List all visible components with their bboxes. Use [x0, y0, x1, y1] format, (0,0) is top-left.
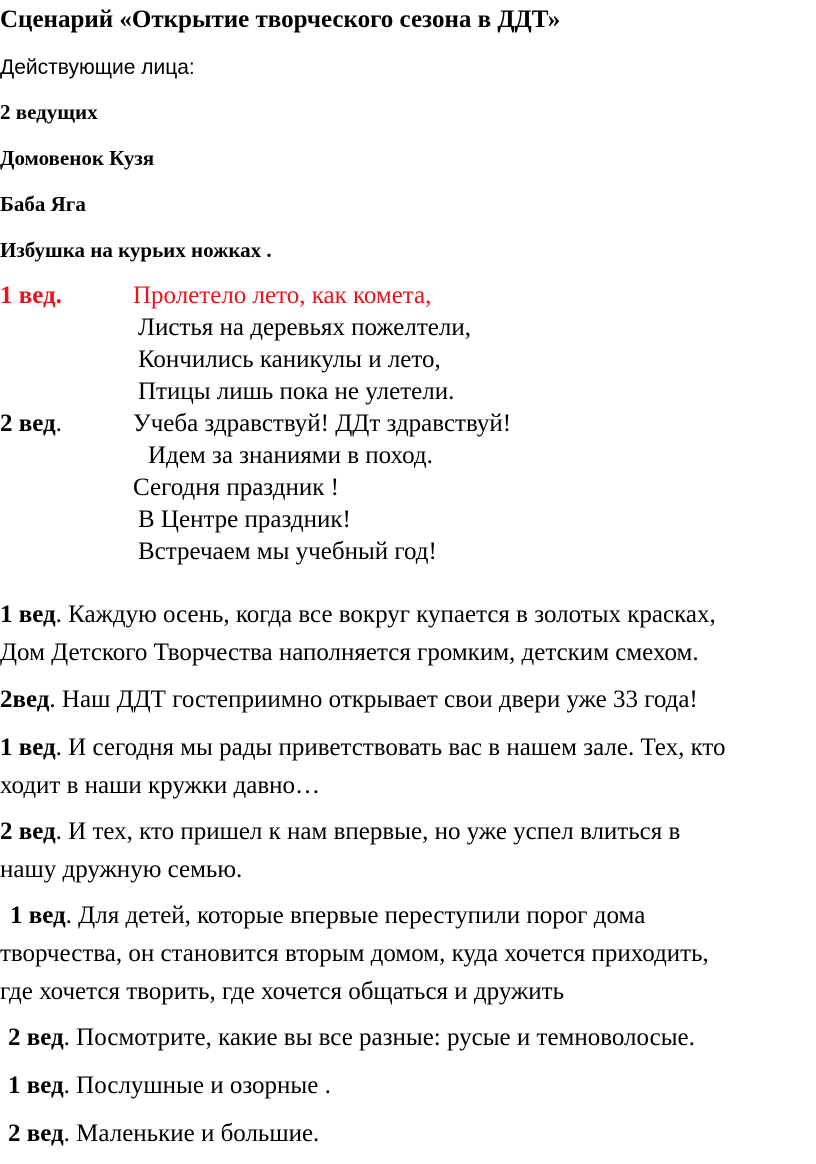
poem2-line: Сегодня праздник ! [133, 474, 339, 501]
speaker-label: 2 вед [0, 818, 56, 845]
dialogue-paragraph [0, 601, 716, 629]
poem1-line: Птицы лишь пока не улетели. [138, 378, 455, 405]
dialogue-text: . Каждую осень, когда все вокруг купается в золотых красках, [55, 601, 716, 628]
dialogue-paragraph [8, 1072, 331, 1100]
dialogue-text: ходит в наши кружки давно… [0, 772, 321, 799]
speaker-label: 2 вед [8, 1024, 64, 1051]
cast-item: Избушка на курьих ножках . [0, 238, 272, 262]
speaker-label: 1 вед [10, 902, 66, 929]
speaker-label: 2вед [0, 686, 50, 713]
dialogue-paragraph [8, 1024, 695, 1052]
speaker-label: 1 вед [8, 1072, 64, 1099]
poem2-line: Встречаем мы учебный год! [138, 538, 437, 565]
dialogue-paragraph [0, 818, 680, 846]
speaker-label: 1 вед [0, 601, 56, 628]
dialogue-paragraph [10, 902, 645, 930]
cast-item: Баба Яга [0, 192, 86, 216]
poem2-line: Учеба здравствуй! ДДт здравствуй! [133, 410, 512, 437]
poem2-speaker-dot: . [55, 410, 62, 437]
cast-item: 2 ведущих [0, 100, 98, 124]
dialogue-paragraph [0, 686, 698, 714]
dialogue-text: творчества, он становится вторым домом, куда хочется приходить, [0, 940, 709, 967]
poem1-line: Пролетело лето, как комета, [133, 282, 432, 309]
poem1-speaker: 1 вед. [0, 282, 62, 309]
poem2-speaker [0, 410, 62, 438]
dialogue-text: . Для детей, которые впервые переступили порог дома [65, 902, 646, 929]
cast-item: Домовенок Кузя [0, 146, 155, 170]
poem2-speaker-name: 2 вед [0, 410, 56, 437]
dialogue-text: Дом Детского Творчества наполняется громким, детским смехом. [0, 639, 699, 666]
dialogue-text: . Маленькие и большие. [63, 1120, 320, 1147]
document-title: Сценарий «Открытие творческого сезона в ДДТ» [0, 6, 561, 33]
poem2-line: Идем за знаниями в поход. [148, 442, 433, 469]
dialogue-text: . Послушные и озорные . [63, 1072, 331, 1099]
poem1-line: Листья на деревьях пожелтели, [138, 314, 471, 341]
poem2-line: В Центре праздник! [138, 506, 351, 533]
dialogue-text: нашу дружную семью. [0, 856, 243, 883]
dialogue-text: . Наш ДДТ гостеприимно открывает свои двери уже 33 года! [49, 686, 698, 713]
dialogue-text: . И тех, кто пришел к нам впервые, но уже успел влиться в [55, 818, 681, 845]
dialogue-paragraph [8, 1120, 319, 1148]
dialogue-text: . И сегодня мы рады приветствовать вас в нашем зале. Тех, кто [55, 734, 726, 761]
dialogue-paragraph [0, 734, 725, 762]
dialogue-text: . Посмотрите, какие вы все разные: русые и темноволосые. [63, 1024, 695, 1051]
speaker-label: 1 вед [0, 734, 56, 761]
speaker-label: 2 вед [8, 1120, 64, 1147]
dialogue-text: где хочется творить, где хочется общаться и дружить [0, 978, 564, 1005]
poem1-line: Кончились каникулы и лето, [138, 346, 441, 373]
cast-heading: Действующие лица: [0, 56, 195, 79]
